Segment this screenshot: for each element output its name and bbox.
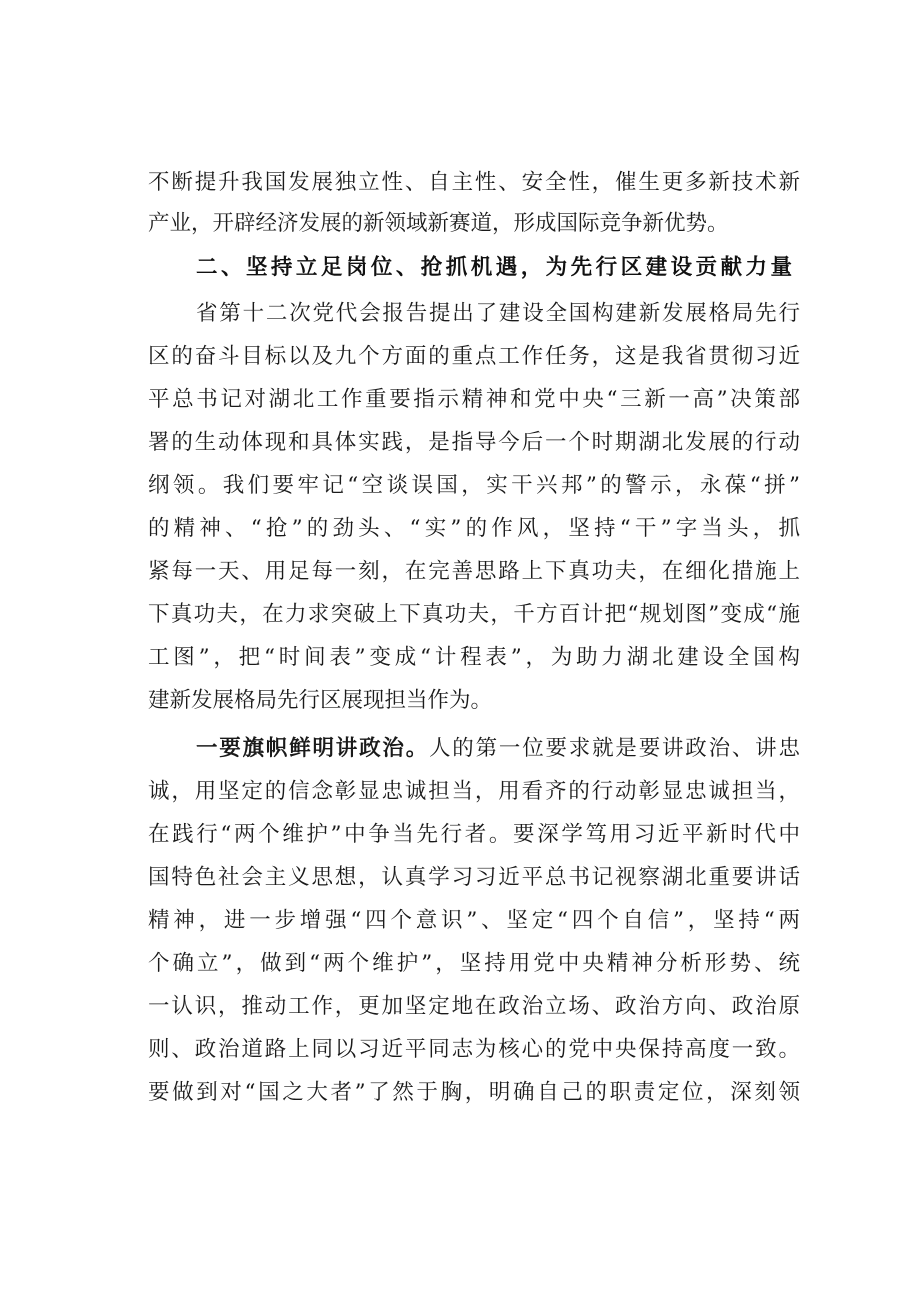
bold-lead: 一要旗帜鲜明讲政治。 [196,736,429,761]
text-line: 省第十二次党代会报告提出了建设全国构建新发展格局先行 [196,301,800,326]
text-line: 区的奋斗目标以及九个方面的重点工作任务，这是我省贯彻习近 [148,344,800,369]
text-line: 下真功夫，在力求突破上下真功夫，千方百计把“规划图”变成“施 [148,602,800,627]
text-line: 要做到对“国之大者”了然于胸，明确自己的职责定位，深刻领 [148,1080,800,1105]
text-line: 建新发展格局先行区展现担当作为。 [148,688,493,713]
text-line: 一认识，推动工作，更加坚定地在政治立场、政治方向、政治原 [148,994,800,1019]
text-run: 人的第一位要求就是要讲政治、讲忠 [429,736,800,761]
section-heading: 二、坚持立足岗位、抢抓机遇，为先行区建设贡献力量 [196,255,792,280]
text-line: 署的生动体现和具体实践，是指导今后一个时期湖北发展的行动 [148,430,800,455]
text-line: 不断提升我国发展独立性、自主性、安全性，催生更多新技术新 [148,170,800,195]
text-line: 工图”，把“时间表”变成“计程表”，为助力湖北建设全国构 [148,645,800,670]
text-line: 则、政治道路上同以习近平同志为核心的党中央保持高度一致。 [148,1037,800,1062]
text-line: 产业，开辟经济发展的新领域新赛道，形成国际竞争新优势。 [148,211,729,236]
text-line: 个确立”，做到“两个维护”，坚持用党中央精神分析形势、统 [148,951,800,976]
text-line: 平总书记对湖北工作重要指示精神和党中央“三新一高”决策部 [148,387,800,412]
paragraph-first-line [196,735,800,763]
text-line: 精神，进一步增强“四个意识”、坚定“四个自信”，坚持“两 [148,908,800,933]
text-line: 的精神、“抢”的劲头、“实”的作风，坚持“干”字当头，抓 [148,516,800,541]
text-line: 纲领。我们要牢记“空谈误国，实干兴邦”的警示，永葆“拼” [148,473,800,498]
text-line: 诚，用坚定的信念彰显忠诚担当，用看齐的行动彰显忠诚担当， [148,779,800,804]
text-line: 紧每一天、用足每一刻，在完善思路上下真功夫，在细化措施上 [148,559,800,584]
text-line: 国特色社会主义思想，认真学习习近平总书记视察湖北重要讲话 [148,865,800,890]
text-line: 在践行“两个维护”中争当先行者。要深学笃用习近平新时代中 [148,822,800,847]
